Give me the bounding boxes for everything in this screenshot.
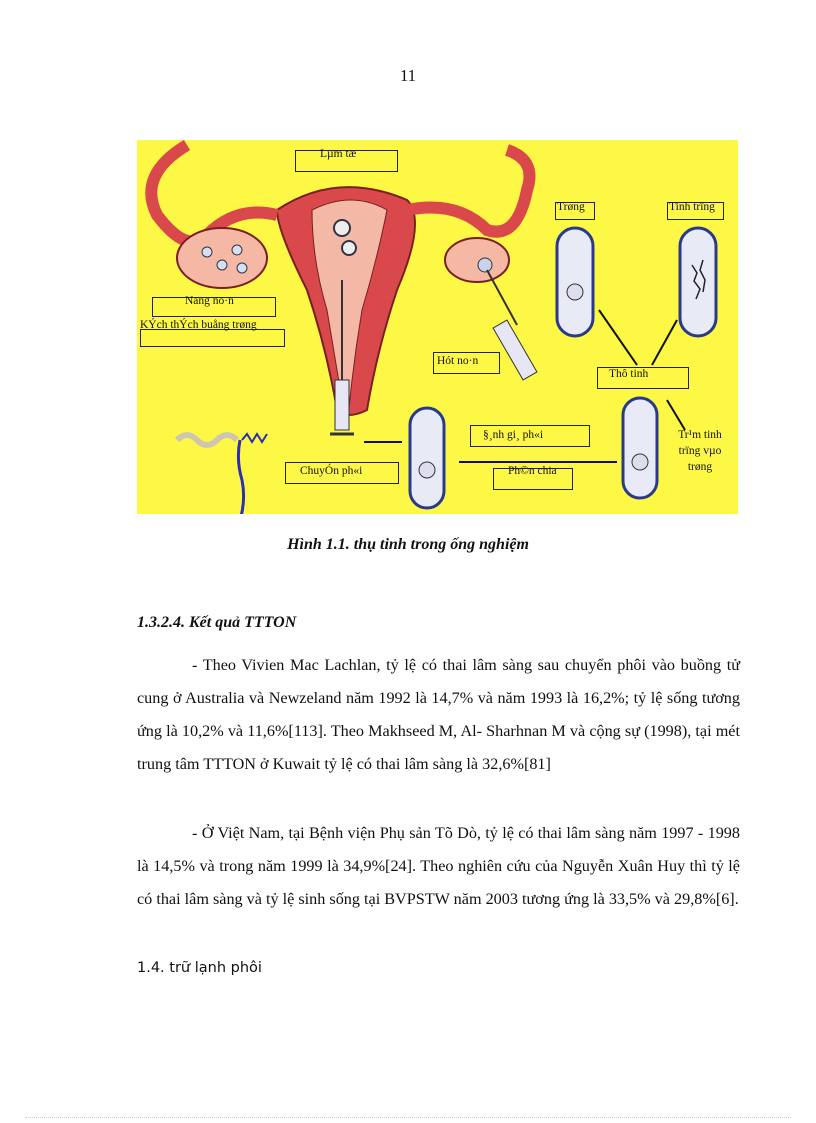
sperm-icon xyxy=(238,440,243,514)
follicle xyxy=(217,260,227,270)
right-ovary xyxy=(445,238,509,282)
left-tube xyxy=(151,145,277,242)
embryo xyxy=(334,220,350,236)
label-nang-noan: Nang no·n xyxy=(185,295,234,307)
tube-sperm xyxy=(680,228,716,336)
label-lum-tae: Lµm tæ xyxy=(320,148,357,160)
label-tinh-trung: Tinh trïng xyxy=(669,201,715,213)
section-heading: 1.3.2.4. Kết quả TTTON xyxy=(137,614,297,631)
egg-in-follicle xyxy=(478,258,492,272)
paragraph-2 xyxy=(137,817,740,916)
subheading: 1.4. trữ lạnh phôi xyxy=(137,960,262,976)
arrow-sperm-to-fertilization xyxy=(652,320,677,365)
decor-squiggle xyxy=(177,435,237,445)
label-hut-noan: Hót no·n xyxy=(437,355,479,367)
label-kich-thich: KÝch thÝch buång trøng xyxy=(140,319,257,331)
paragraph-1-text: - Theo Vivien Mac Lachlan, tỷ lệ có thai lâm sàng sau chuyển phôi vào buồng tử cung ở Australia và Newzeland năm 1992 là 14,7% và năm 1993 là 16,2%; tỷ lệ sống tương ứng là 10,2% và 11,6%[113]. Theo Makhseed M, Al- Sharhnan M và cộng sự (1998), tại mét trung tâm TTTON ở Kuwait tỷ lệ có thai lâm sàng là 32,6%[81] xyxy=(137,656,740,773)
label-tram-tinh: Tr¹m tinh xyxy=(678,429,722,441)
arrow-egg-to-fertilization xyxy=(599,310,637,365)
ivf-figure xyxy=(137,140,738,514)
tube-cleavage xyxy=(410,408,444,508)
follicle xyxy=(232,245,242,255)
tube-egg xyxy=(557,228,593,336)
label-trung-2: trøng xyxy=(687,461,713,473)
arrow-incubation xyxy=(667,400,685,430)
tube-fertilization xyxy=(623,398,657,498)
follicle xyxy=(237,263,247,273)
label-trung: Trøng xyxy=(557,201,585,213)
paragraph-2-text: - Ở Việt Nam, tại Bệnh viện Phụ sản Tõ Dò, tỷ lệ có thai lâm sàng năm 1997 - 1998 là 14,5% và trong năm 1999 là 34,9%[24]. Theo nghiên cứu của Nguyễn Xuân Huy thì tỷ lệ có thai lâm sàng và tỷ lệ sinh sống tại BVPSTW năm 2003 tương ứng là 33,5% và 29,8%[6]. xyxy=(137,824,740,908)
follicle xyxy=(202,247,212,257)
page-number: 11 xyxy=(399,66,417,85)
right-tube xyxy=(407,150,530,232)
left-ovary xyxy=(177,228,267,288)
footer-divider xyxy=(25,1117,791,1118)
label-chuyen-phoi: ChuyÓn ph«i xyxy=(300,465,363,477)
label-danh-gia: §¸nh gi¸ ph«i xyxy=(483,429,544,441)
needle xyxy=(487,270,517,325)
sperm-tail xyxy=(242,434,267,442)
figure-caption: Hình 1.1. thụ tinh trong ống nghiệm xyxy=(287,536,529,553)
label-tho-tinh: Thô tinh xyxy=(609,368,649,380)
label-phan-chia: Ph©n chia xyxy=(508,465,557,477)
transfer-syringe xyxy=(335,380,349,430)
paragraph-1 xyxy=(137,649,740,781)
embryo xyxy=(342,241,356,255)
label-trung-vao: trïng vµo xyxy=(678,445,722,457)
